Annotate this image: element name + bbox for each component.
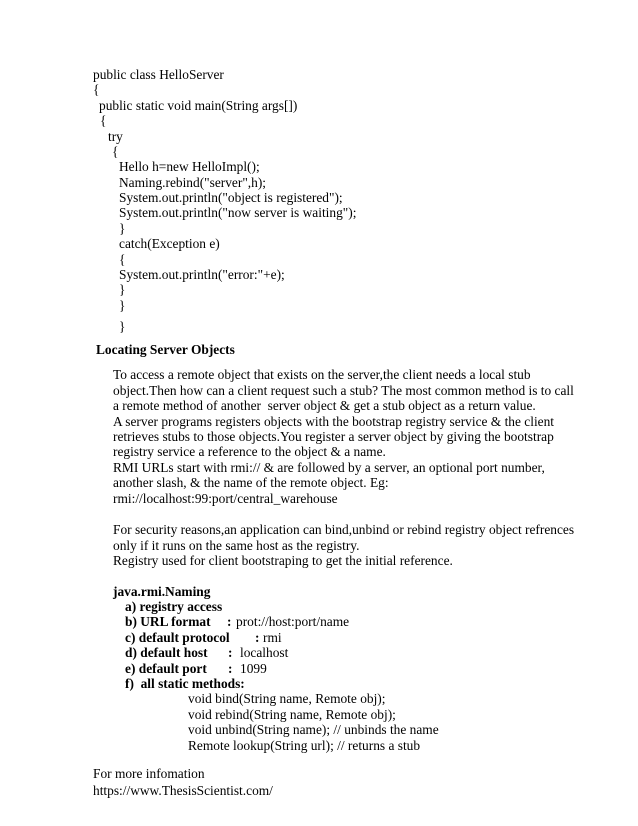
- naming-item-value: localhost: [240, 645, 289, 660]
- code-line: catch(Exception e): [119, 236, 220, 251]
- paragraph-line: Registry used for client bootstraping to get the initial reference.: [113, 553, 453, 568]
- code-line: {: [112, 144, 119, 159]
- paragraph-line: retrieves stubs to those objects.You register a server object by giving the bootstrap: [113, 429, 554, 444]
- section-heading: Locating Server Objects: [96, 342, 235, 357]
- naming-item-value: 1099: [240, 661, 267, 676]
- naming-item-label: e) default port: [125, 661, 207, 676]
- naming-item-value: prot://host:port/name: [236, 614, 350, 629]
- paragraph-line: A server programs registers objects with the bootstrap registry service & the client: [113, 414, 555, 429]
- code-line: }: [119, 282, 126, 297]
- footer-line: For more infomation: [93, 766, 205, 781]
- method-signature: void unbind(String name); // unbinds the name: [188, 722, 439, 737]
- code-line: Hello h=new HelloImpl();: [119, 159, 260, 174]
- paragraph-line: For security reasons,an application can bind,unbind or rebind registry object refrences: [113, 522, 575, 537]
- naming-item-label: b) URL format: [125, 614, 211, 629]
- paragraph-line: another slash, & the name of the remote object. Eg:: [113, 475, 389, 490]
- method-signature: Remote lookup(String url); // returns a stub: [188, 738, 421, 753]
- paragraph-line: a remote method of another server object & get a stub object as a return value.: [113, 398, 536, 413]
- code-line: }: [119, 298, 126, 313]
- naming-item-separator: :: [255, 630, 260, 645]
- code-line: System.out.println("object is registered");: [119, 190, 343, 205]
- paragraph-line: To access a remote object that exists on the server,the client needs a local stub: [113, 367, 531, 382]
- code-line: System.out.println("now server is waiting");: [119, 205, 357, 220]
- naming-item-value: rmi: [263, 630, 282, 645]
- method-signature: void rebind(String name, Remote obj);: [188, 707, 396, 722]
- naming-item-label: a) registry access: [125, 599, 223, 614]
- naming-item-separator: :: [228, 645, 233, 660]
- code-line: {: [100, 113, 107, 128]
- naming-item-label: c) default protocol: [125, 630, 230, 645]
- code-line: }: [119, 221, 126, 236]
- code-line: public class HelloServer: [93, 67, 224, 82]
- code-line: public static void main(String args[]): [99, 98, 298, 113]
- paragraph-line: object.Then how can a client request such a stub? The most common method is to call: [113, 383, 574, 398]
- naming-item-label: d) default host: [125, 645, 208, 660]
- paragraph-line: registry service a reference to the object & a name.: [113, 444, 386, 459]
- naming-heading: java.rmi.Naming: [113, 584, 211, 599]
- naming-item-separator: :: [227, 614, 232, 629]
- code-line: {: [93, 82, 100, 97]
- code-line: try: [108, 129, 123, 144]
- naming-item-separator: :: [228, 661, 233, 676]
- naming-item-label: f) all static methods:: [125, 676, 245, 691]
- code-line: Naming.rebind("server",h);: [119, 175, 267, 190]
- code-line: }: [119, 319, 126, 334]
- paragraph-line: RMI URLs start with rmi:// & are followed by a server, an optional port number,: [113, 460, 545, 475]
- paragraph-line: rmi://localhost:99:port/central_warehouse: [113, 491, 338, 506]
- method-signature: void bind(String name, Remote obj);: [188, 691, 386, 706]
- code-line: System.out.println("error:"+e);: [119, 267, 285, 282]
- code-line: {: [119, 252, 126, 267]
- paragraph-line: only if it runs on the same host as the registry.: [113, 538, 360, 553]
- footer-link[interactable]: https://www.ThesisScientist.com/: [93, 783, 273, 798]
